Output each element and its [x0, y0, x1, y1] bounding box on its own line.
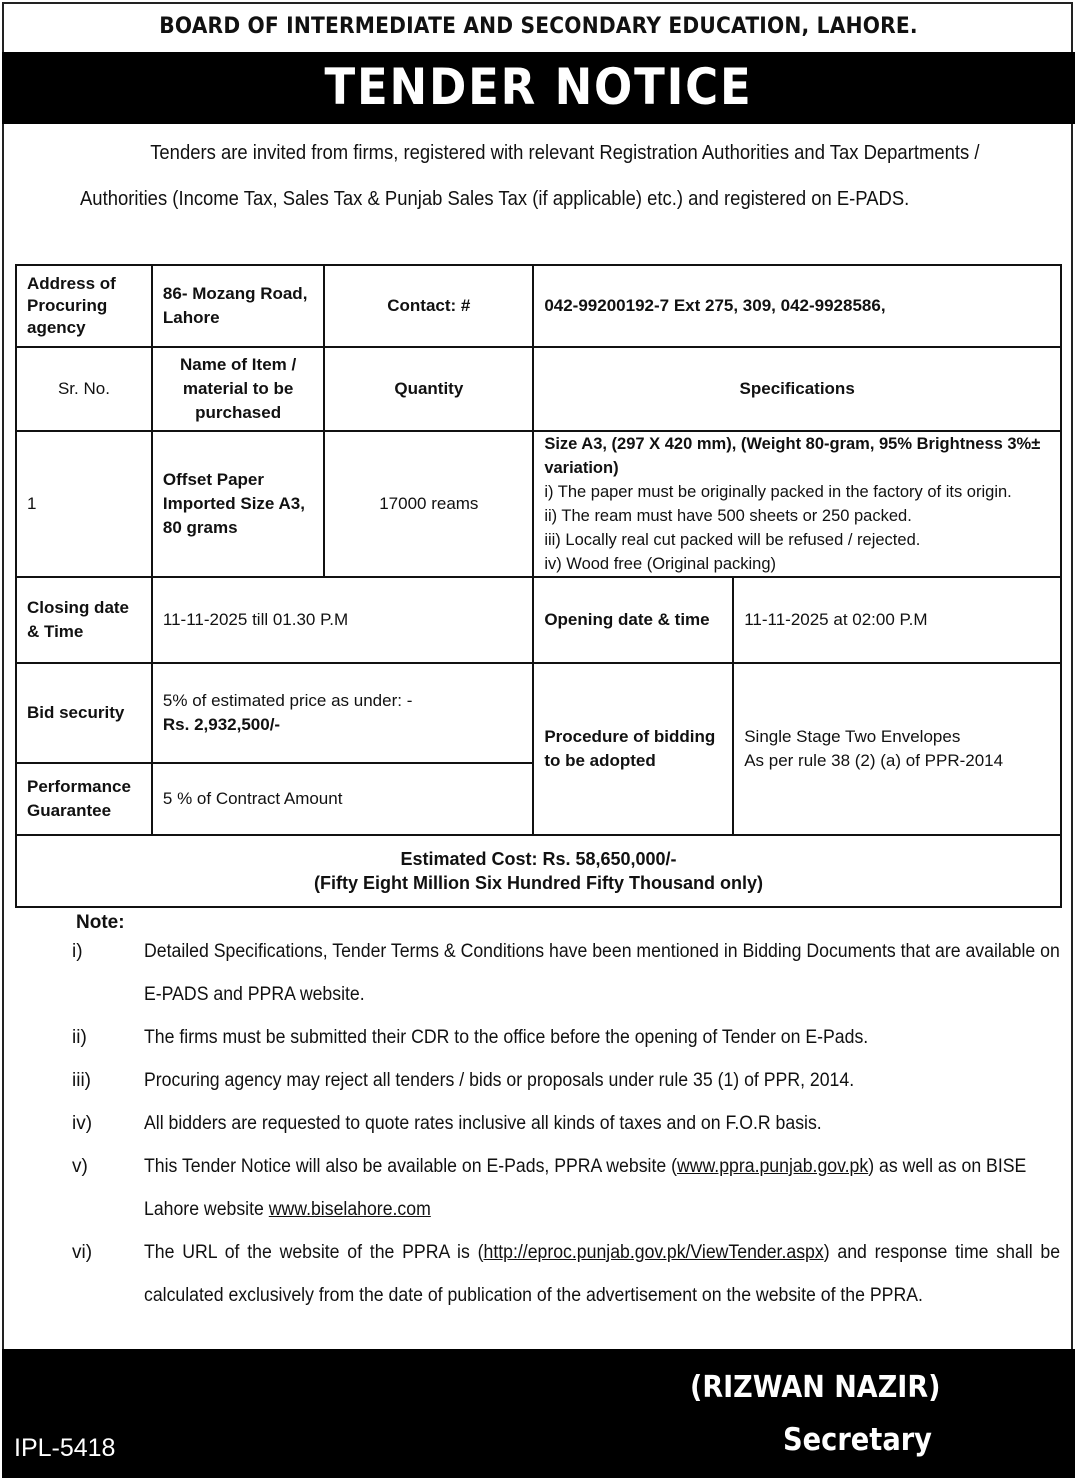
note-number: iv): [72, 1113, 93, 1134]
note-item: [72, 1102, 992, 1145]
estimated-cost-row: [16, 835, 1061, 907]
item-sr-no: 1: [16, 431, 152, 577]
note-text-part: This Tender Notice will also be available on E-Pads, PPRA website (: [144, 1156, 677, 1177]
header-specifications: Specifications: [533, 347, 1061, 431]
note-text: [144, 1145, 1060, 1231]
notes-list: [72, 930, 1061, 1317]
note-text-part: The URL of the website of the PPRA is (: [144, 1242, 484, 1263]
note-text: Procuring agency may reject all tenders / bids or proposals under rule 35 (1) of PPR, 2014.: [144, 1070, 855, 1091]
note-item: [72, 930, 1060, 1016]
footer-band: [2, 1349, 1075, 1478]
header-item: Name of Item / material to be purchased: [152, 347, 324, 431]
notes-title: Note:: [76, 912, 125, 933]
bid-security-label: Bid security: [16, 663, 152, 763]
note-text-part: ) and response time shall be calculated exclusively from the date of publication of the advertisement on the website of the PPRA.: [144, 1242, 1061, 1306]
header-sr-no: Sr. No.: [16, 347, 152, 431]
reference-number: IPL-5418: [14, 1434, 116, 1462]
ppra-url-link[interactable]: http://eproc.punjab.gov.pk/ViewTender.aspx: [483, 1242, 824, 1263]
signatory-name: (RIZWAN NAZIR): [690, 1370, 941, 1405]
estimated-cost-words: (Fifty Eight Million Six Hundred Fifty Thousand only): [314, 873, 763, 893]
procedure-line2: As per rule 38 (2) (a) of PPR-2014: [744, 751, 1004, 770]
note-number: ii): [72, 1027, 87, 1048]
note-item: [72, 1231, 1061, 1317]
spec-heading: Size A3, (297 X 420 mm), (Weight 80-gram, 95% Brightness 3%± variation): [544, 435, 1041, 477]
item-quantity: 17000 reams: [324, 431, 533, 577]
intro-text: Tenders are invited from firms, registered with relevant Registration Authorities and Tax Departments / Authorities (Income Tax, Sales Tax & Punjab Sales Tax (if applicable) etc.) and registered on E-PADS.: [80, 141, 980, 210]
note-number: iii): [72, 1070, 91, 1091]
note-number: v): [72, 1156, 88, 1177]
performance-label: Performance Guarantee: [16, 763, 152, 835]
contact-label: Contact: #: [324, 265, 533, 347]
bid-security-line1: 5% of estimated price as under: -: [162, 691, 413, 710]
spec-point: iii) Locally real cut packed will be refused / rejected.: [544, 531, 921, 549]
note-number: i): [72, 941, 83, 962]
procedure-line1: Single Stage Two Envelopes: [744, 727, 961, 746]
spec-point: iv) Wood free (Original packing): [544, 555, 777, 573]
opening-value: 11-11-2025 at 02:00 P.M: [733, 577, 1061, 663]
tender-table: [15, 264, 1062, 908]
address-label: Address of Procuring agency: [16, 265, 152, 347]
signatory-title: Secretary: [783, 1422, 932, 1458]
performance-value: 5 % of Contract Amount: [152, 763, 533, 835]
note-text: All bidders are requested to quote rates inclusive all kinds of taxes and on F.O.R basis.: [144, 1113, 822, 1134]
address-value: 86- Mozang Road, Lahore: [152, 265, 324, 347]
note-text: Detailed Specifications, Tender Terms & Conditions have been mentioned in Bidding Documents that are available on E-PADS and PPRA website.: [144, 941, 1060, 1005]
intro-paragraph: [80, 130, 994, 222]
note-text: The firms must be submitted their CDR to the office before the opening of Tender on E-Pads.: [144, 1027, 869, 1048]
bid-security-amount: Rs. 2,932,500/-: [162, 715, 281, 734]
note-item: [72, 1059, 992, 1102]
item-name: Offset Paper Imported Size A3, 80 grams: [152, 431, 324, 577]
contact-value: 042-99200192-7 Ext 275, 309, 042-9928586,: [533, 265, 1061, 347]
estimated-cost-amount: Estimated Cost: Rs. 58,650,000/-: [400, 849, 677, 869]
notice-title: TENDER NOTICE: [324, 58, 753, 116]
bise-website-link[interactable]: www.biselahore.com: [268, 1199, 431, 1220]
procedure-value: [733, 663, 1061, 835]
bid-security-value: [152, 663, 533, 763]
dates-row: [16, 577, 1061, 663]
header-quantity: Quantity: [324, 347, 533, 431]
ppra-website-link[interactable]: www.ppra.punjab.gov.pk: [676, 1156, 869, 1177]
address-row: [16, 265, 1061, 347]
organization-name: BOARD OF INTERMEDIATE AND SECONDARY EDUCATION, LAHORE.: [159, 14, 918, 39]
procedure-label: Procedure of bidding to be adopted: [533, 663, 733, 835]
item-row: [16, 431, 1061, 577]
header-row: [16, 347, 1061, 431]
opening-label: Opening date & time: [533, 577, 733, 663]
note-item: [72, 1145, 1027, 1231]
note-number: vi): [72, 1242, 93, 1263]
spec-point: i) The paper must be originally packed in the factory of its origin.: [544, 483, 1012, 501]
bid-security-row: [16, 663, 1061, 763]
closing-value: 11-11-2025 till 01.30 P.M: [152, 577, 533, 663]
note-text-part: ) as well as on BISE Lahore website: [144, 1156, 1027, 1220]
spec-point: ii) The ream must have 500 sheets or 250 packed.: [544, 507, 912, 525]
item-specifications: [533, 431, 1061, 577]
note-text: [144, 1231, 1060, 1317]
note-item: [72, 1016, 992, 1059]
estimated-cost: [16, 835, 1061, 907]
closing-label: Closing date & Time: [16, 577, 152, 663]
